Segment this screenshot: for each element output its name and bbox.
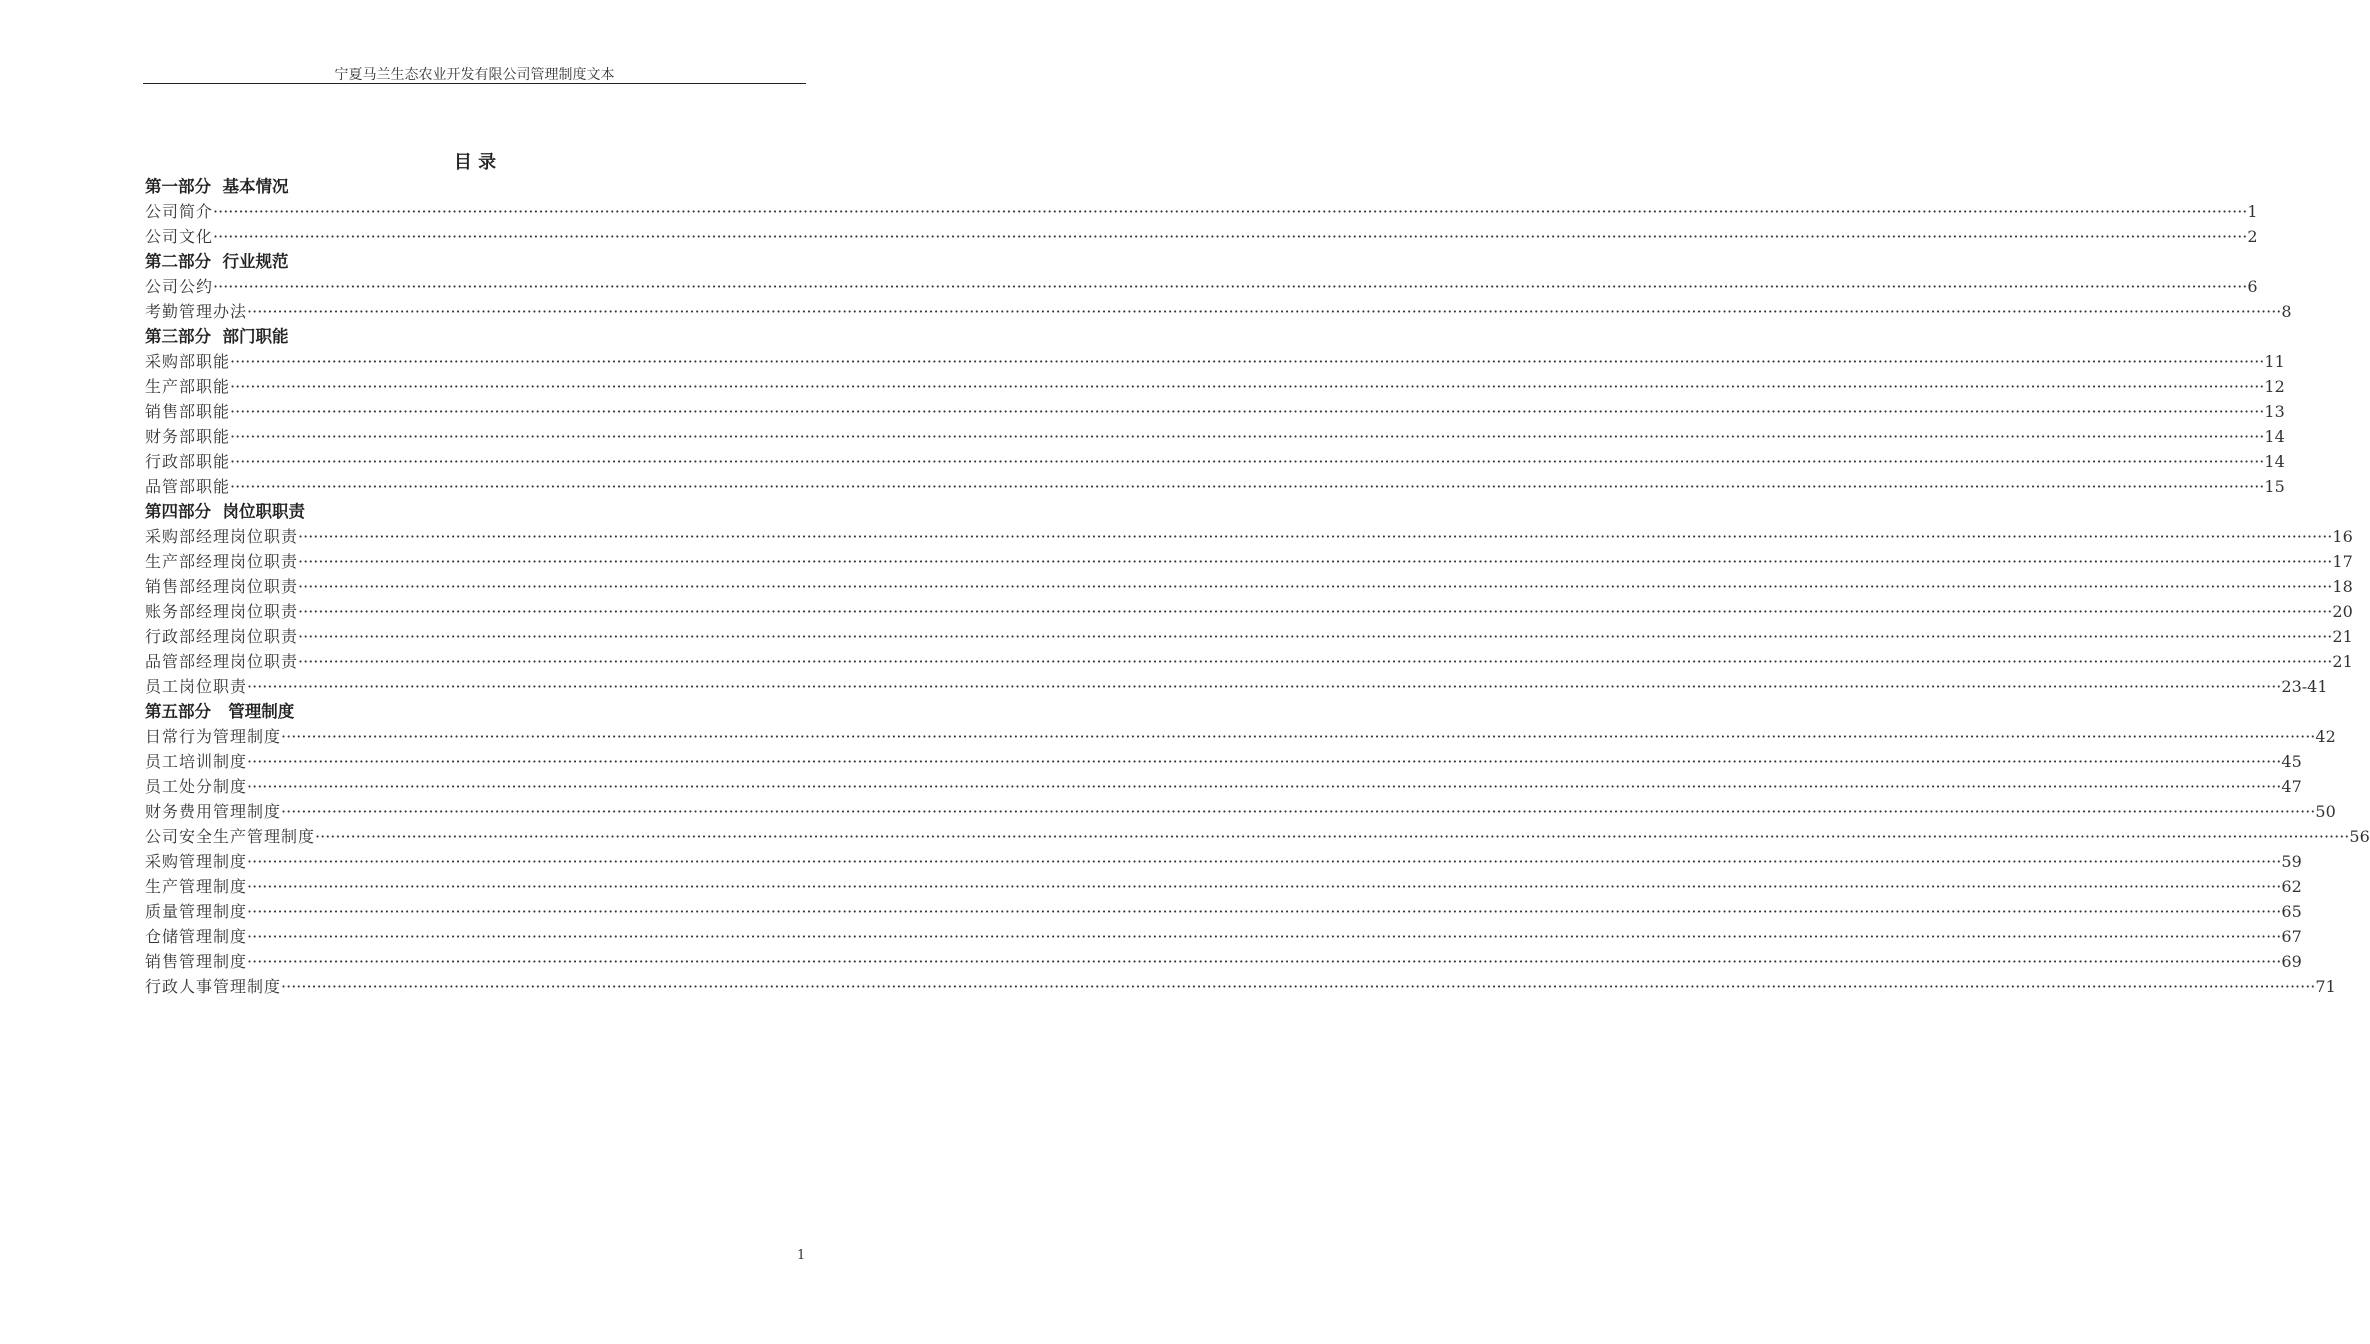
- toc-entry-label: 品管部职能: [145, 477, 231, 496]
- toc-entry-page: 21: [2332, 627, 2353, 646]
- toc-leader-dots: ················································································································································································································································································································································································································: [281, 802, 2316, 821]
- toc-entry-label: 生产部职能: [145, 377, 231, 396]
- toc-leader-dots: ················································································································································································································································································································································································································: [247, 302, 2282, 321]
- toc-entry[interactable]: [145, 774, 2302, 799]
- toc-entry-label: 质量管理制度: [145, 902, 248, 921]
- toc-leader-dots: ················································································································································································································································································································································································································: [230, 452, 2265, 471]
- toc-leader-dots: ················································································································································································································································································································································································································: [213, 227, 2248, 246]
- toc-leader-dots: ················································································································································································································································································································································································································: [298, 552, 2333, 571]
- toc-leader-dots: ················································································································································································································································································································································································································: [213, 202, 2248, 221]
- toc-section-heading: 第三部分 部门职能: [145, 327, 289, 346]
- toc-entry[interactable]: [145, 649, 2353, 674]
- toc-entry[interactable]: [145, 549, 2353, 574]
- toc-leader-dots: ················································································································································································································································································································································································································: [298, 602, 2333, 621]
- toc-entry[interactable]: [145, 749, 2302, 774]
- toc-entry-label: 员工处分制度: [145, 777, 248, 796]
- page-header: 宁夏马兰生态农业开发有限公司管理制度文本: [334, 67, 615, 83]
- toc-leader-dots: ················································································································································································································································································································································································································: [247, 927, 2282, 946]
- toc-entry-label: 品管部经理岗位职责: [145, 652, 299, 671]
- toc-entry[interactable]: [145, 399, 2285, 424]
- toc-leader-dots: ················································································································································································································································································································································································································: [247, 852, 2282, 871]
- toc-entry[interactable]: [145, 849, 2302, 874]
- toc-entry-page: 14: [2264, 452, 2285, 471]
- toc-entry[interactable]: [145, 624, 2353, 649]
- toc-entry-label: 销售部职能: [145, 402, 231, 421]
- toc-entry[interactable]: [145, 724, 2336, 749]
- toc-entry-page: 42: [2315, 727, 2336, 746]
- toc-entry-label: 行政人事管理制度: [145, 977, 282, 996]
- toc-leader-dots: ················································································································································································································································································································································································································: [298, 627, 2333, 646]
- toc-entry-label: 公司文化: [145, 227, 214, 246]
- toc-entry-label: 行政部经理岗位职责: [145, 627, 299, 646]
- toc-entry-page: 23-41: [2281, 677, 2328, 696]
- toc-entry-label: 员工培训制度: [145, 752, 248, 771]
- table-of-contents: [145, 174, 2370, 999]
- toc-entry[interactable]: [145, 274, 2258, 299]
- toc-entry-label: 财务部职能: [145, 427, 231, 446]
- toc-entry-page: 65: [2281, 902, 2302, 921]
- toc-leader-dots: ················································································································································································································································································································································································································: [230, 402, 2265, 421]
- toc-entry-page: 45: [2281, 752, 2302, 771]
- toc-entry[interactable]: [145, 874, 2302, 899]
- toc-entry-label: 销售管理制度: [145, 952, 248, 971]
- toc-entry[interactable]: [145, 974, 2336, 999]
- toc-entry-page: 71: [2315, 977, 2336, 996]
- toc-entry-page: 17: [2332, 552, 2353, 571]
- toc-section-heading: 第二部分 行业规范: [145, 252, 289, 271]
- toc-entry-label: 公司简介: [145, 202, 214, 221]
- toc-leader-dots: ················································································································································································································································································································································································································: [247, 877, 2282, 896]
- toc-entry[interactable]: [145, 224, 2258, 249]
- toc-entry[interactable]: [145, 574, 2353, 599]
- toc-entry-page: 21: [2332, 652, 2353, 671]
- page-number: 1: [797, 1248, 806, 1263]
- toc-entry-page: 14: [2264, 427, 2285, 446]
- toc-entry[interactable]: [145, 924, 2302, 949]
- toc-leader-dots: ················································································································································································································································································································································································································: [230, 377, 2265, 396]
- toc-leader-dots: ················································································································································································································································································································································································································: [247, 902, 2282, 921]
- toc-entry[interactable]: [145, 374, 2285, 399]
- toc-entry-page: 62: [2281, 877, 2302, 896]
- toc-entry-label: 采购部经理岗位职责: [145, 527, 299, 546]
- toc-entry-label: 销售部经理岗位职责: [145, 577, 299, 596]
- toc-entry[interactable]: [145, 474, 2285, 499]
- toc-section-heading: 第四部分 岗位职职责: [145, 502, 305, 521]
- toc-entry-label: 财务费用管理制度: [145, 802, 282, 821]
- toc-entry-page: 50: [2315, 802, 2336, 821]
- toc-entry-label: 日常行为管理制度: [145, 727, 282, 746]
- toc-entry-label: 公司公约: [145, 277, 214, 296]
- toc-entry[interactable]: [145, 824, 2370, 849]
- toc-entry-label: 采购部职能: [145, 352, 231, 371]
- toc-entry[interactable]: [145, 349, 2285, 374]
- toc-entry-label: 仓储管理制度: [145, 927, 248, 946]
- toc-leader-dots: ················································································································································································································································································································································································································: [247, 777, 2282, 796]
- toc-entry-page: 16: [2332, 527, 2353, 546]
- toc-entry[interactable]: [145, 299, 2292, 324]
- toc-title: 目 录: [453, 152, 497, 173]
- toc-leader-dots: ················································································································································································································································································································································································································: [213, 277, 2248, 296]
- toc-leader-dots: ················································································································································································································································································································································································································: [230, 477, 2265, 496]
- toc-entry-label: 账务部经理岗位职责: [145, 602, 299, 621]
- toc-entry[interactable]: [145, 949, 2302, 974]
- toc-entry-page: 11: [2264, 352, 2285, 371]
- toc-entry[interactable]: [145, 674, 2328, 699]
- toc-entry-label: 生产部经理岗位职责: [145, 552, 299, 571]
- toc-entry[interactable]: [145, 799, 2336, 824]
- toc-entry-page: 12: [2264, 377, 2285, 396]
- toc-section-heading: 第一部分 基本情况: [145, 177, 289, 196]
- toc-entry-page: 6: [2247, 277, 2258, 296]
- toc-leader-dots: ················································································································································································································································································································································································································: [247, 952, 2282, 971]
- toc-entry-page: 69: [2281, 952, 2302, 971]
- toc-entry-page: 13: [2264, 402, 2285, 421]
- toc-entry-page: 59: [2281, 852, 2302, 871]
- toc-leader-dots: ················································································································································································································································································································································································································: [247, 752, 2282, 771]
- toc-entry-page: 56: [2349, 827, 2370, 846]
- toc-leader-dots: ················································································································································································································································································································································································································: [230, 427, 2265, 446]
- header-rule: [143, 83, 806, 84]
- toc-entry[interactable]: [145, 524, 2353, 549]
- toc-entry-page: 8: [2281, 302, 2292, 321]
- toc-entry[interactable]: [145, 599, 2353, 624]
- toc-entry-label: 行政部职能: [145, 452, 231, 471]
- toc-entry[interactable]: [145, 424, 2285, 449]
- toc-entry-page: 15: [2264, 477, 2285, 496]
- toc-entry[interactable]: [145, 199, 2258, 224]
- toc-entry-page: 20: [2332, 602, 2353, 621]
- toc-entry[interactable]: [145, 899, 2302, 924]
- toc-entry[interactable]: [145, 449, 2285, 474]
- toc-entry-label: 考勤管理办法: [145, 302, 248, 321]
- toc-entry-label: 员工岗位职责: [145, 677, 248, 696]
- toc-section-heading: 第五部分 管理制度: [145, 702, 295, 721]
- toc-entry-label: 公司安全生产管理制度: [145, 827, 316, 846]
- toc-entry-page: 18: [2332, 577, 2353, 596]
- toc-leader-dots: ················································································································································································································································································································································································································: [298, 527, 2333, 546]
- toc-entry-page: 47: [2281, 777, 2302, 796]
- toc-entry-page: 2: [2247, 227, 2258, 246]
- toc-entry-page: 1: [2247, 202, 2258, 221]
- toc-leader-dots: ················································································································································································································································································································································································································: [281, 727, 2316, 746]
- toc-leader-dots: ················································································································································································································································································································································································································: [230, 352, 2265, 371]
- toc-entry-label: 采购管理制度: [145, 852, 248, 871]
- toc-leader-dots: ················································································································································································································································································································································································································: [315, 827, 2350, 846]
- toc-leader-dots: ················································································································································································································································································································································································································: [247, 677, 2282, 696]
- toc-leader-dots: ················································································································································································································································································································································································································: [298, 652, 2333, 671]
- toc-leader-dots: ················································································································································································································································································································································································································: [298, 577, 2333, 596]
- toc-entry-page: 67: [2281, 927, 2302, 946]
- toc-leader-dots: ················································································································································································································································································································································································································: [281, 977, 2316, 996]
- toc-entry-label: 生产管理制度: [145, 877, 248, 896]
